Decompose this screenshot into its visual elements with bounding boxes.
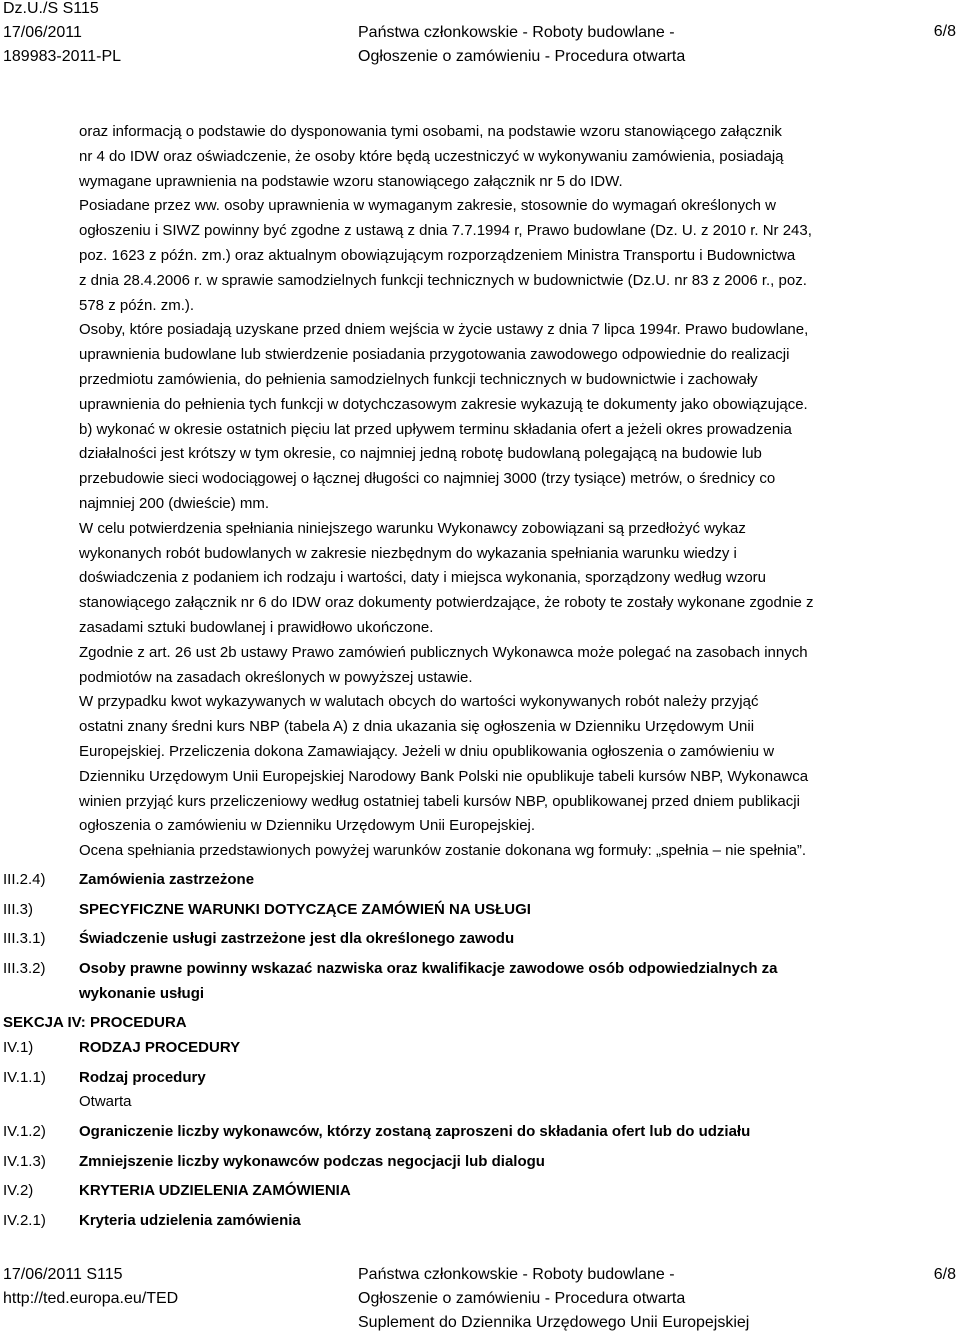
body-line: winien przyjąć kurs przeliczeniowy według ostatniej tabeli kursów NBP, opublikowanej przed dniem publikacji — [79, 792, 800, 810]
section-row-iv-2-1 — [0, 1209, 960, 1239]
section-number: III.2.4) — [3, 871, 46, 888]
body-line: uprawnienia budowlane lub stwierdzenie posiadania przygotowania zawodowego odpowiednie do realizacji — [79, 346, 790, 364]
footer-left — [3, 1263, 178, 1311]
footer-title-2: Ogłoszenie o zamówieniu - Procedura otwarta — [358, 1290, 686, 1307]
footer-url-link[interactable]: http://ted.europa.eu/TED — [3, 1290, 179, 1307]
body-line: Europejskiej. Przeliczenia dokona Zamawiający. Jeżeli w dniu opublikowania ogłoszenia o zamówieniu w — [79, 742, 775, 760]
body-line: uprawnienia do pełnienia tych funkcji w dotychczasowym zakresie wykazują te dokumenty jako obowiązujące. — [79, 395, 808, 413]
section-row-iv-1-1 — [0, 1066, 960, 1120]
section-row-iii-2-4 — [0, 868, 960, 898]
section-row-iii-3 — [0, 898, 960, 928]
footer-date-ref: 17/06/2011 S115 — [3, 1266, 123, 1283]
body-line: nr 4 do IDW oraz oświadczenie, że osoby które będą uczestniczyć w wykonywaniu zamówienia, posiadają — [79, 147, 784, 165]
body-line: przedmiotu zamówienia, do pełnienia samodzielnych funkcji technicznych w budownictwie i zachowały — [79, 370, 758, 388]
section-number: IV.2) — [3, 1182, 34, 1200]
body-line: Osoby, które posiadają uzyskane przed dniem wejścia w życie ustawy z dnia 7 lipca 1994r. Prawo budowlane, — [79, 321, 809, 339]
body-line: przebudowie sieci wodociągowej o łącznej długości co najmniej 3000 (trzy tysiące) metrów, o średnicy co — [79, 470, 776, 488]
section-heading: Zamówienia zastrzeżone — [79, 871, 255, 888]
page-header — [0, 0, 960, 70]
body-line: wymagane uprawnienia na podstawie wzoru stanowiącego załącznik nr 5 do IDW. — [79, 172, 623, 190]
body-line: Zgodnie z art. 26 ust 2b ustawy Prawo zamówień publicznych Wykonawca może polegać na zasobach innych — [79, 643, 808, 661]
section-row-iv-1-3 — [0, 1150, 960, 1180]
section-iii-rows — [0, 868, 960, 1002]
body-line: b) wykonać w okresie ostatnich pięciu lat przed upływem terminu składania ofert a jeżeli okres prowadzenia — [79, 420, 792, 438]
header-left — [3, 0, 121, 69]
body-line: ogłoszeniu i SIWZ powinny być zgodne z ustawą z dnia 7.7.1994 r, Prawo budowlane (Dz. U. z 2010 r. Nr 243, — [79, 222, 812, 240]
footer-center — [358, 1263, 749, 1335]
section-row-iii-3-1 — [0, 927, 960, 957]
footer-title-3: Suplement do Dziennika Urzędowego Unii Europejskiej — [358, 1314, 750, 1331]
page-footer — [0, 1263, 960, 1334]
header-center — [358, 0, 686, 65]
notice-body-text — [79, 120, 949, 864]
body-line: Dzienniku Urzędowym Unii Europejskiej Narodowy Bank Polski nie opublikuje tabeli kursów NBP, Wykonawca — [79, 767, 809, 785]
section-row-iv-2 — [0, 1179, 960, 1209]
section-heading: Osoby prawne powinny wskazać nazwiska oraz kwalifikacje zawodowe osób odpowiedzialnych za — [79, 959, 778, 977]
header-journal-ref: Dz.U./S S115 — [3, 0, 99, 17]
section-heading: KRYTERIA UDZIELENIA ZAMÓWIENIA — [79, 1182, 351, 1200]
procedure-type-value: Otwarta — [79, 1093, 132, 1111]
body-line: W celu potwierdzenia spełniania niniejszego warunku Wykonawcy zobowiązani są przedłożyć wykaz — [79, 519, 746, 537]
body-line: zasadami sztuki budowlanej i prawidłowo ukończone. — [79, 618, 434, 636]
body-line: ostatni znany średni kurs NBP (tabela A) z dnia ukazania się ogłoszenia w Dzienniku Urzędowym Unii — [79, 718, 755, 736]
section-number: IV.1.1) — [3, 1068, 46, 1086]
body-line: stanowiącego załącznik nr 6 do IDW oraz dokumenty potwierdzające, że roboty te zostały wykonane zgodnie z — [79, 594, 814, 612]
body-line: najmniej 200 (dwieście) mm. — [79, 494, 270, 512]
section-number: IV.1) — [3, 1039, 34, 1056]
header-date: 17/06/2011 — [3, 24, 82, 41]
section-row-iii-3-2 — [0, 957, 960, 1002]
body-line: Posiadane przez ww. osoby uprawnienia w wymaganym zakresie, stosownie do wymagań określonych w — [79, 197, 777, 215]
section-row-iv-1 — [0, 1036, 960, 1066]
header-title-2: Ogłoszenie o zamówieniu - Procedura otwarta — [358, 48, 686, 65]
section-heading: Rodzaj procedury — [79, 1068, 206, 1086]
body-line: poz. 1623 z późn. zm.) oraz aktualnym obowiązującym rozporządzeniem Ministra Transportu i Budownictwa — [79, 246, 796, 264]
header-notice-id: 189983-2011-PL — [3, 48, 122, 65]
section-heading-continued: wykonanie usługi — [79, 984, 205, 1002]
section-number: IV.1.3) — [3, 1152, 46, 1170]
body-line: ogłoszenia o zamówieniu w Dzienniku Urzędowym Unii Europejskiej. — [79, 817, 536, 835]
body-line: oraz informacją o podstawie do dysponowania tymi osobami, na podstawie wzoru stanowiącego załącznik — [79, 123, 782, 140]
section-heading: SPECYFICZNE WARUNKI DOTYCZĄCE ZAMÓWIEŃ NA USŁUGI — [79, 900, 531, 918]
body-line: doświadczenia z podaniem ich rodzaju i wartości, daty i miejsca wykonania, sporządzony według wzoru — [79, 569, 767, 587]
body-line: z dnia 28.4.2006 r. w sprawie samodzielnych funkcji technicznych w budownictwie (Dz.U. nr 83 z 2006 r., poz. — [79, 271, 807, 289]
section-heading: Ograniczenie liczby wykonawców, którzy zostaną zaproszeni do składania ofert lub do udziału — [79, 1122, 751, 1140]
footer-page-number: 6/8 — [933, 1266, 956, 1283]
section-heading: Świadczenie usługi zastrzeżone jest dla określonego zawodu — [79, 930, 515, 948]
section-number: III.3) — [3, 900, 34, 918]
section-row-iv-1-2 — [0, 1120, 960, 1150]
section-number: III.3.1) — [3, 930, 46, 948]
section-iv-rows — [0, 1036, 960, 1238]
body-line: wykonanych robót budowlanych w zakresie niezbędnym do wykazania spełniania warunku wiedzy i — [79, 544, 737, 562]
section-heading: RODZAJ PROCEDURY — [79, 1039, 241, 1056]
header-title-1: Państwa członkowskie - Roboty budowlane - — [358, 24, 675, 41]
section-heading: Zmniejszenie liczby wykonawców podczas negocjacji lub dialogu — [79, 1152, 545, 1170]
section-number: III.3.2) — [3, 959, 46, 977]
body-line: Ocena spełniania przedstawionych powyżej warunków zostanie dokonana wg formuły: „spełnia – nie spełnia”. — [79, 842, 807, 860]
body-line: podmiotów na zasadach określonych w powyższej ustawie. — [79, 668, 473, 686]
footer-title-1: Państwa członkowskie - Roboty budowlane - — [358, 1266, 675, 1283]
section-number: IV.1.2) — [3, 1122, 46, 1140]
body-line: 578 z późn. zm.). — [79, 296, 195, 314]
header-page-number: 6/8 — [933, 23, 956, 40]
body-line: działalności jest krótszy w tym okresie, co najmniej jedną robotę budowlaną polegającą na budowie lub — [79, 445, 762, 463]
section-iv-title: SEKCJA IV: PROCEDURA — [3, 1014, 187, 1031]
section-number: IV.2.1) — [3, 1211, 46, 1229]
body-line: W przypadku kwot wykazywanych w walutach obcych do wartości wykonywanych robót należy przyjąć — [79, 693, 759, 711]
section-heading: Kryteria udzielenia zamówienia — [79, 1211, 301, 1229]
